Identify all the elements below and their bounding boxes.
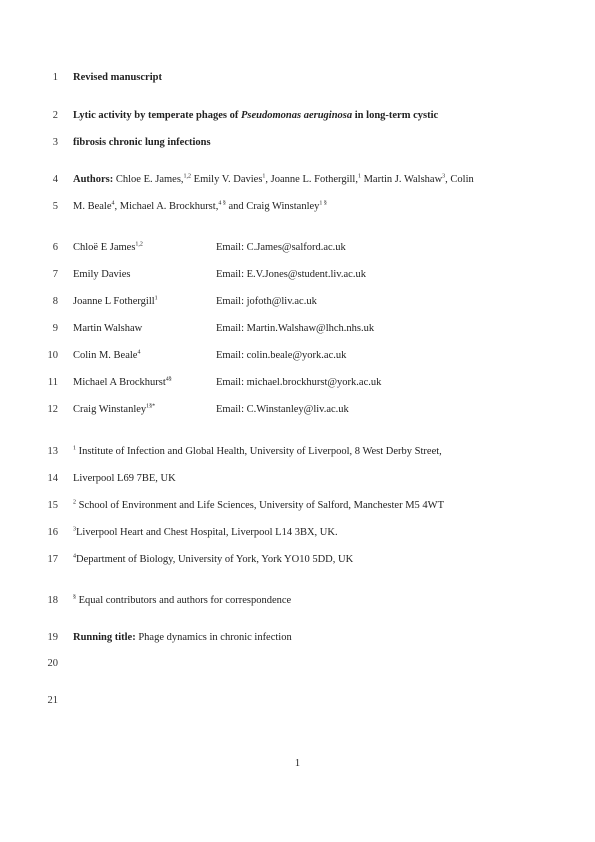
species-name: Pseudomonas aeruginosa [240,110,353,121]
contact-email[interactable]: Email: E.V.Jones@student.liv.ac.uk [216,269,366,280]
contact-name: Colin M. Beale$^4$ [73,349,141,361]
line-number: 1 [52,72,58,83]
contact-email[interactable]: Email: michael.brockhurst@york.ac.uk [216,377,382,388]
authors-line-1: Authors: Chloe E. James,$^{1,2}$ Emily V. Davies$^1$, Joanne L. Fothergill,$^1$ Martin J. Walshaw$^3$, Colin [73,173,474,185]
paper-title-line-2: fibrosis chronic lung infections [73,137,211,148]
contact-email[interactable]: Email: jofoth@liv.ac.uk [216,296,317,307]
contact-name: Michael A Brockhurst$^{4\S}$ [73,376,172,388]
line-number: 6 [52,242,58,253]
contact-email[interactable]: Email: colin.beale@york.ac.uk [216,350,347,361]
affiliation-1: $^1$ Institute of Infection and Global Health, University of Liverpool, 8 West Derby Street, [73,445,442,457]
line-number: 17 [47,554,58,565]
line-number: 16 [47,527,58,538]
line-number: 13 [47,446,58,457]
affiliation-1-cont: Liverpool L69 7BE, UK [73,473,176,484]
line-number: 20 [47,658,58,669]
contact-name: Chloë E James$^{1,2}$ [73,241,143,253]
contact-name: Martin Walshaw [73,323,143,334]
contact-email[interactable]: Email: Martin.Walshaw@lhch.nhs.uk [216,323,375,334]
contact-email[interactable]: Email: C.Winstanley@liv.ac.uk [216,404,349,415]
affiliation-2: $^2$ School of Environment and Life Sciences, University of Salford, Manchester M5 4WT [73,499,444,511]
running-title-label: Running title: [73,632,136,643]
line-number: 5 [52,201,58,212]
contact-name: Joanne L Fothergill$^1$ [73,295,158,307]
affiliation-4: $^4$Department of Biology, University of York, York YO10 5DD, UK [73,553,354,565]
line-number: 3 [52,137,58,148]
line-number: 10 [47,350,58,361]
line-number: 12 [47,404,58,415]
line-number: 9 [52,323,58,334]
contact-name: Craig Winstanley$^{1\S*}$ [73,403,156,415]
line-number: 18 [47,595,58,606]
line-number: 8 [52,296,58,307]
running-title: Running title: Phage dynamics in chronic infection [73,632,292,643]
line-number: 7 [52,269,58,280]
line-number: 2 [52,110,58,121]
line-number: 14 [47,473,58,484]
line-number: 21 [47,695,58,706]
line-number: 4 [52,174,58,185]
contact-email[interactable]: Email: C.James@salford.ac.uk [216,242,346,253]
paper-title-line-1: Lytic activity by temperate phages of Pseudomonas aeruginosa in long-term cystic [73,110,439,121]
authors-line-2: M. Beale$^4$, Michael A. Brockhurst,$^{4 \S}$ and Craig Winstanley$^{1 \S}$ [73,200,327,212]
affiliation-3: $^3$Liverpool Heart and Chest Hospital, Liverpool L14 3BX, UK. [73,526,338,538]
manuscript-label: Revised manuscript [73,72,162,83]
page-number: 1 [294,758,301,769]
line-number: 11 [47,377,58,388]
line-number: 19 [47,632,58,643]
contact-name: Emily Davies [73,269,131,280]
line-number: 15 [47,500,58,511]
authors-label: Authors: [73,174,114,185]
equal-contributors-note: § Equal contributors and authors for correspondence [73,594,292,606]
